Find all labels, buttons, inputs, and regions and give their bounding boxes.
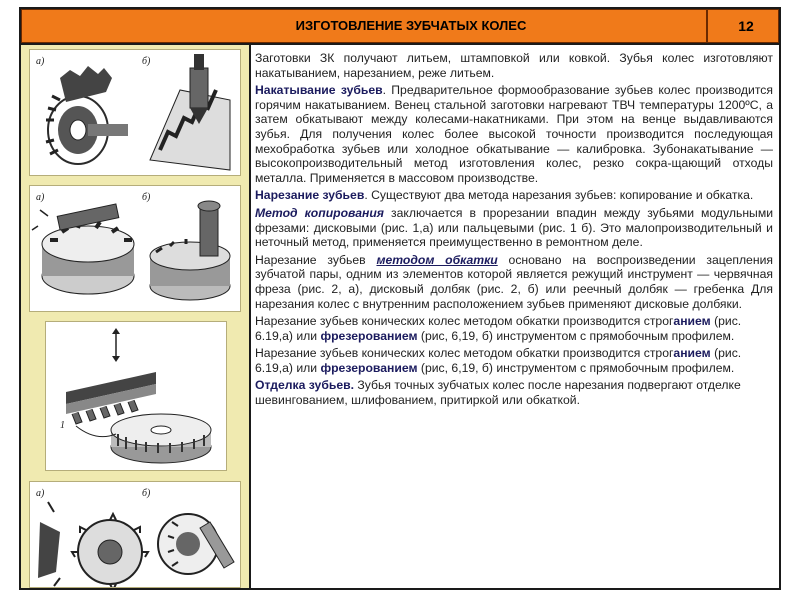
p4-text: заключается в прорезании впадин между зубьями модульными фрезами: дисковыми (рис. 1,а) или пальцевыми (рис. 1 б). Это малопроизводительный и неточный метод, применяется преимущественно в ремонтном деле. [255, 205, 773, 250]
p8-heading: Отделка зубьев. [255, 378, 355, 393]
paragraph-finishing [255, 378, 773, 407]
figure-rack-cutter [45, 321, 227, 471]
fig3-label-1: 1 [60, 420, 65, 431]
p7-bold1: анием [673, 346, 711, 361]
finger-cutter-icon [150, 54, 230, 170]
paragraph-copying-method [255, 206, 773, 250]
p7-mid: (рис. 6.19,а) или [255, 346, 742, 375]
figure-bevel-gear [29, 481, 241, 588]
p6-bold1: анием [673, 314, 711, 329]
text-column [251, 45, 779, 588]
p1-text: Заготовки ЗК получают литьем, штамповкой или ковкой. Зубья колес изготовляют накатыванием, нарезанием, реже литьем. [255, 51, 773, 80]
fig2-label-b: б) [142, 192, 151, 203]
fig4-label-a: а) [36, 488, 45, 499]
page-title: ИЗГОТОВЛЕНИЕ ЗУБЧАТЫХ КОЛЕС [295, 18, 527, 33]
p4-heading: Метод копирования [255, 205, 384, 220]
paragraph-generating-method [255, 253, 773, 311]
bevel-milling-icon [158, 514, 234, 574]
paragraph-rolling [255, 83, 773, 185]
p5-text: основано на воспроизведении зацепления зубчатой пары, одним из элементов которой является режущий инструмент — червячная фреза (рис. 2, а), дисковый долбяк (рис. 2, б) или реечный долбяк — гребенка Для нарезания колес с внутренним расположением зубьев применяют дисковые долбяки. [255, 252, 773, 311]
p3-text: . Существуют два метода нарезания зубьев: копирование и обкатка. [364, 188, 754, 203]
generating-cutters-drawing [30, 186, 240, 311]
paragraph-blanks [255, 51, 773, 80]
p7-bold2: фрезерованием [320, 360, 418, 375]
gear-blank-icon [111, 414, 211, 463]
p3-heading: Нарезание зубьев [255, 188, 365, 203]
fig2-label-a: а) [36, 192, 45, 203]
paragraph-bevel-2 [255, 346, 773, 375]
p8-text: Зубья точных зубчатых колес после нарезания подвергают отделке шевингованием, шлифованием, притиркой или обкаткой. [255, 378, 741, 408]
disc-cutter-icon [46, 66, 128, 164]
p6-bold2: фрезерованием [320, 328, 418, 343]
p2-heading: Накатывание зубьев [255, 83, 383, 98]
p7-end: (рис, 6,19, б) инструментом с прямобочным профилем. [417, 360, 735, 375]
p6-mid: (рис. 6.19,а) или [255, 314, 742, 343]
bevel-gear-drawing [30, 482, 240, 587]
fig1-label-a: а) [36, 56, 45, 67]
paragraph-bevel-1 [255, 314, 773, 343]
double-arrow-icon [112, 328, 120, 362]
p5-pre: Нарезание зубьев [255, 252, 377, 267]
rack-cutter-drawing [46, 322, 226, 470]
p7-pre: Нарезание зубьев конических колес методом обкатки производится строг [255, 346, 674, 361]
p6-pre: Нарезание зубьев конических колес методом обкатки производится строг [255, 314, 674, 329]
page-number: 12 [738, 18, 754, 34]
milling-cutters-drawing [30, 50, 240, 175]
fig4-label-b: б) [142, 488, 151, 499]
slide [19, 7, 781, 590]
paragraph-cutting [255, 188, 773, 203]
p2-text: . Предварительное формообразование зубьев колес производится горячим накатыванием. Венец стальной заготовки нагревают ТВЧ температуры 1200ºС, а затем обкатывают между колесами-накатниками. При этом на венце выдавливаются зубья. Для получения колес более высокой точности производится последующая мехобработка зубьев или холодное обкатывание — калибровка. Зубонакатывание — высокопроизводительный метод изготовления колес, резко сокра-щающий отходы металла. Применяется в массовом производстве. [255, 83, 773, 185]
header-bar [21, 9, 779, 45]
hob-cutter-icon [32, 204, 134, 294]
bevel-planing-icon [38, 502, 148, 587]
gear-shaper-icon [150, 201, 230, 300]
p5-heading: методом обкатки [376, 252, 498, 267]
figure-milling-cutters [29, 49, 241, 176]
figure-generating-cutters [29, 185, 241, 312]
figure-column [21, 45, 251, 588]
p6-end: (рис, 6,19, б) инструментом с прямобочным профилем. [417, 328, 735, 343]
fig1-label-b: б) [142, 56, 151, 67]
